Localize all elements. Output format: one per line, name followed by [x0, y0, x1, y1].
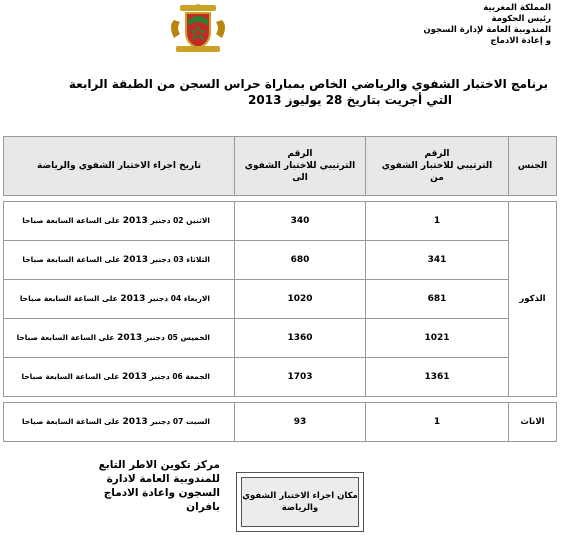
male-date [4, 358, 235, 397]
female-to: 93 [235, 403, 366, 442]
male-date [4, 319, 235, 358]
date-time: على الساعة السابعة صباحا [16, 333, 115, 342]
date-month: دجنبر [150, 255, 171, 264]
place-value-line-3: السجون واعادة الادماج [103, 487, 220, 499]
header-from-line-2: الترتيبي للاختبار الشفوي [381, 161, 493, 171]
ministry-header [361, 3, 551, 47]
male-date [4, 241, 235, 280]
male-date [4, 280, 235, 319]
title-date-month: يوليوز [285, 93, 322, 107]
exam-place-label [241, 477, 359, 527]
place-value-line-4: بافران [186, 501, 220, 513]
male-from: 681 [366, 280, 509, 319]
place-value-line-2: للمندوبية العامة لادارة [106, 473, 220, 485]
females-label: الاناث [509, 403, 557, 442]
title-line-1: برنامج الاختبار الشفوي والرياضي الخاص بمباراة حراس السجن من الطبقة الرابعة [68, 77, 548, 91]
date-day: الثلاثاء [186, 255, 210, 264]
male-from: 1021 [366, 319, 509, 358]
place-value-line-1: مركز تكوين الاطر التابع [98, 459, 220, 471]
header-date: تاريخ اجراء الاختبار الشفوي والرياضة [4, 137, 235, 196]
male-to: 680 [235, 241, 366, 280]
document-title [0, 76, 548, 108]
date-year: 2013 [120, 294, 146, 304]
header-to [235, 137, 366, 196]
date-time: على الساعة السابعة صباحا [22, 255, 121, 264]
reinsertion-line: و إعادة الادماج [490, 36, 551, 46]
table-header-row [4, 137, 557, 196]
table-row-males [4, 280, 557, 319]
male-to: 1703 [235, 358, 366, 397]
header-to-line-3: الى [292, 173, 308, 183]
date-month: دجنبر [150, 417, 171, 426]
kingdom-line: المملكة المغربية [483, 3, 551, 13]
date-year: 2013 [122, 417, 148, 427]
date-number: 05 [167, 333, 178, 342]
table-row-males [4, 202, 557, 241]
table-row-males [4, 241, 557, 280]
delegation-line: المندوبية العامة لإدارة السجون [423, 25, 551, 35]
place-label-line-1: مكان اجراء الاختبار الشفوي [242, 491, 358, 501]
exam-place-value [70, 458, 220, 514]
place-label-line-2: والرياضة [281, 503, 319, 513]
date-number: 06 [172, 372, 183, 381]
table-row-males [4, 358, 557, 397]
exam-schedule-table [3, 136, 557, 442]
date-month: دجنبر [148, 294, 169, 303]
date-number: 04 [170, 294, 182, 303]
date-year: 2013 [117, 333, 143, 343]
male-to: 1360 [235, 319, 366, 358]
date-month: دجنبر [149, 372, 170, 381]
date-number: 03 [173, 255, 184, 264]
date-year: 2013 [121, 372, 148, 382]
date-day: السبت [185, 417, 210, 426]
male-from: 1 [366, 202, 509, 241]
header-from [366, 137, 509, 196]
table-row-females [4, 403, 557, 442]
male-from: 1361 [366, 358, 509, 397]
title-line-2 [0, 92, 548, 108]
date-time: على الساعة السابعة صباحا [19, 294, 118, 303]
date-time: على الساعة السابعة صباحا [22, 216, 121, 225]
male-to: 340 [235, 202, 366, 241]
date-number: 02 [173, 216, 184, 225]
title-date-day: 28 [325, 93, 343, 107]
date-time: على الساعة السابعة صباحا [21, 372, 120, 381]
header-from-line-1: الرقم [424, 149, 450, 159]
males-label: الذكور [509, 202, 557, 397]
moroccan-coat-of-arms-icon [166, 4, 230, 54]
male-from: 341 [366, 241, 509, 280]
date-day: الاربعاء [183, 294, 210, 303]
date-month: دجنبر [144, 333, 165, 342]
header-to-line-1: الرقم [287, 149, 313, 159]
date-day: الجمعة [185, 372, 210, 381]
government-line: رئيس الحكومة [491, 14, 551, 24]
date-time: على الساعة السابعة صباحا [22, 417, 120, 426]
date-day: الاثنين [186, 216, 210, 225]
date-year: 2013 [122, 255, 149, 265]
male-date [4, 202, 235, 241]
female-date [4, 403, 235, 442]
male-to: 1020 [235, 280, 366, 319]
female-from: 1 [366, 403, 509, 442]
title-date-year: 2013 [248, 93, 282, 107]
exam-place-label-box [236, 472, 364, 532]
date-year: 2013 [122, 216, 148, 226]
title-date-prefix: التي أجريت بتاريخ [346, 93, 452, 107]
table-row-males [4, 319, 557, 358]
header-gender: الجنس [509, 137, 557, 196]
date-day: الخميس [180, 333, 210, 342]
date-month: دجنبر [150, 216, 171, 225]
header-from-line-3: من [430, 173, 444, 183]
date-number: 07 [172, 417, 184, 426]
header-to-line-2: الترتيبي للاختبار الشفوي [244, 161, 356, 171]
